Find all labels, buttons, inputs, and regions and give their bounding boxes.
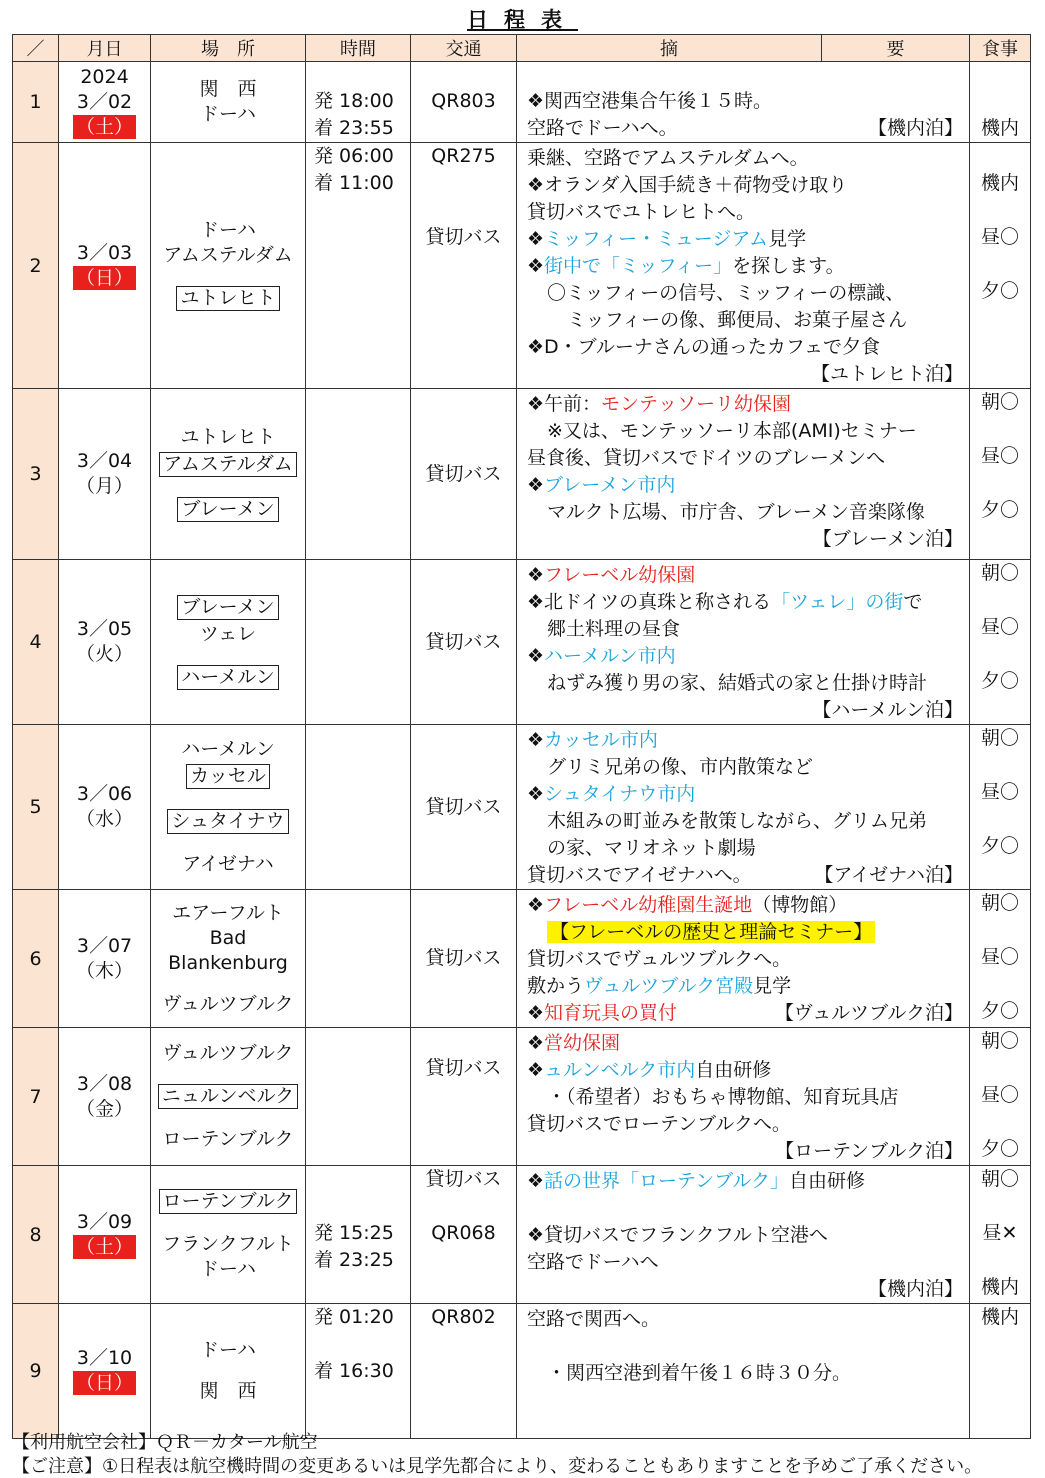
transport-item: 貸切バス <box>425 947 502 969</box>
meal-item: 夕〇 <box>980 499 1019 521</box>
header-summary-right: 要 <box>822 35 970 62</box>
meal-cell <box>970 1028 1031 1166</box>
transport-item: 貸切バス <box>425 630 502 653</box>
transport-cell <box>411 890 517 1028</box>
day-number: 1 <box>13 62 59 143</box>
visit-highlight: 営幼保園 <box>544 1032 621 1054</box>
meal-item: 朝〇 <box>980 892 1019 914</box>
summary-text: ❖ <box>527 255 545 277</box>
itinerary-row <box>13 1304 1031 1439</box>
time-cell <box>306 725 411 890</box>
time-cell <box>306 890 411 1028</box>
arrival-time: 着 11:00 <box>314 172 394 194</box>
time-cell <box>306 560 411 725</box>
transport-item: QR802 <box>431 1306 496 1328</box>
visit-highlight: モンテッソーリ幼保園 <box>601 393 792 415</box>
summary-cell <box>517 1166 970 1304</box>
transport-item: 貸切バス <box>425 1168 502 1190</box>
header-place: 場 所 <box>151 35 306 62</box>
summary-line <box>527 226 963 253</box>
place-highlight: ローテンブルク <box>159 1189 298 1214</box>
transport-item: 貸切バス <box>425 226 502 248</box>
summary-text: ねずみ獲り男の家、結婚式の家と仕掛け時計 <box>547 672 928 694</box>
date-value: 3／09 <box>76 1210 133 1233</box>
summary-text: 郷土料理の昼食 <box>547 618 681 640</box>
overnight-stay: 【アイゼナハ泊】 <box>814 864 963 886</box>
summary-cell <box>517 143 970 389</box>
place-highlight: アムステルダム <box>159 452 297 477</box>
summary-text: ❖ <box>527 1002 545 1024</box>
place-highlight: カッセル <box>186 764 270 789</box>
weekday-badge: （水） <box>75 808 133 830</box>
summary-cell <box>517 1304 970 1439</box>
place-name: Blankenburg <box>168 951 288 974</box>
summary-text: グリミ兄弟の像、市内散策など <box>547 756 814 778</box>
summary-text: ❖ <box>527 783 545 805</box>
place-name: アムステルダム <box>163 244 293 266</box>
place-name: フランクフルト <box>162 1233 294 1255</box>
place-cell <box>151 725 306 890</box>
transport-cell <box>411 725 517 890</box>
summary-line <box>527 589 963 616</box>
overnight-stay: 【機内泊】 <box>867 1278 963 1300</box>
transport-cell <box>411 62 517 143</box>
summary-text: 空路でドーハへ。 <box>527 117 678 139</box>
meal-item: 昼〇 <box>980 946 1019 968</box>
summary-text: 空路でドーハへ <box>527 1251 659 1273</box>
weekday-badge: （月） <box>75 475 133 497</box>
time-cell <box>306 1304 411 1439</box>
departure-time: 発 15:25 <box>314 1222 394 1244</box>
summary-line <box>527 1057 963 1084</box>
time-cell <box>306 389 411 560</box>
place-highlight: シュタイナウ <box>167 809 288 834</box>
place-cell <box>151 1028 306 1166</box>
itinerary-row <box>13 143 1031 389</box>
place-highlight: ブレーメン <box>177 595 278 620</box>
weekday-badge: （木） <box>75 959 133 982</box>
overnight-stay: 【ローテンブルク泊】 <box>775 1140 963 1162</box>
summary-text: ❖ <box>527 729 545 751</box>
place-highlight: ハーメルン <box>177 665 279 690</box>
summary-line <box>527 145 963 172</box>
summary-line <box>527 862 963 889</box>
summary-text: ミッフィーの像、郵便局、お菓子屋さん <box>567 309 908 331</box>
summary-line <box>527 1111 963 1138</box>
date-value: 3／03 <box>76 241 133 264</box>
arrival-time: 着 23:25 <box>314 1249 394 1271</box>
transport-cell <box>411 560 517 725</box>
departure-time: 発 01:20 <box>314 1306 394 1328</box>
place-name: ハーメルン <box>181 738 275 760</box>
sightseeing-highlight: カッセル市内 <box>544 729 658 751</box>
sightseeing-highlight: 話の世界「ローテンブルク」 <box>544 1170 789 1192</box>
itinerary-table <box>12 34 1031 1439</box>
day-number: 3 <box>13 389 59 560</box>
transport-item: 貸切バス <box>425 795 502 818</box>
meal-cell <box>970 890 1031 1028</box>
place-name: ヴュルツブルク <box>162 1042 294 1064</box>
summary-text: 自由研修 <box>695 1059 772 1081</box>
weekday-badge: （金） <box>75 1097 133 1120</box>
summary-line <box>527 1030 963 1057</box>
summary-line <box>527 754 963 781</box>
meal-cell <box>970 1304 1031 1439</box>
transport-item: QR275 <box>431 145 496 167</box>
place-cell <box>151 1304 306 1439</box>
sightseeing-highlight: シュタイナウ市内 <box>544 783 696 805</box>
summary-text: 見学 <box>753 975 792 997</box>
meal-item: 昼〇 <box>980 616 1019 638</box>
day-number: 5 <box>13 725 59 890</box>
meal-item: 夕〇 <box>980 835 1019 857</box>
summary-text: の家、マリオネット劇場 <box>547 837 756 859</box>
place-name: 関 西 <box>199 78 257 100</box>
place-name: ドーハ <box>199 219 257 241</box>
meal-item: 夕〇 <box>980 1138 1019 1160</box>
summary-cell <box>517 560 970 725</box>
seminar-highlight: 【フレーベルの歴史と理論セミナー】 <box>547 921 875 943</box>
summary-line <box>527 1084 963 1111</box>
summary-line <box>527 391 963 418</box>
meal-item: 昼〇 <box>980 226 1019 248</box>
summary-text: ❖午前： <box>527 393 602 415</box>
place-name: ドーハ <box>199 103 257 125</box>
meal-cell <box>970 389 1031 560</box>
summary-text: ❖ <box>527 228 545 250</box>
arrival-time: 着 23:55 <box>314 117 394 139</box>
sightseeing-highlight: 街中で「ミッフィー」 <box>544 255 733 277</box>
summary-line <box>527 1222 963 1249</box>
summary-line <box>527 1249 963 1276</box>
summary-text: 見学 <box>768 228 807 250</box>
meal-cell <box>970 62 1031 143</box>
meal-item: 機内 <box>980 172 1019 194</box>
meal-item: 機内 <box>980 1276 1019 1298</box>
arrival-time: 着 16:30 <box>314 1360 394 1382</box>
place-cell <box>151 389 306 560</box>
summary-line <box>527 88 963 115</box>
transport-item: 貸切バス <box>425 462 502 485</box>
summary-line <box>527 835 963 862</box>
date-cell <box>59 725 151 890</box>
summary-text: 貸切バスでヴュルツブルクへ。 <box>527 948 792 970</box>
place-name: ドーハ <box>199 1339 257 1361</box>
meal-item: 夕〇 <box>980 670 1019 692</box>
meal-item: 機内 <box>980 117 1019 139</box>
overnight-stay: 【ユトレヒト泊】 <box>810 363 963 385</box>
transport-cell <box>411 1304 517 1439</box>
date-year: 2024 <box>80 65 129 88</box>
place-name: ヴュルツブルク <box>162 992 294 1015</box>
summary-text: で <box>903 591 923 613</box>
meal-item: 朝〇 <box>980 727 1019 749</box>
summary-text: ❖北ドイツの真珠と称される <box>527 591 772 613</box>
meal-item: 朝〇 <box>980 391 1019 413</box>
transport-cell <box>411 1028 517 1166</box>
summary-line <box>527 643 963 670</box>
header-day-number: ／ <box>13 35 59 62</box>
summary-line <box>527 919 963 946</box>
transport-cell <box>411 389 517 560</box>
sightseeing-highlight: ブレーメン市内 <box>544 474 676 496</box>
summary-text: ・（希望者）おもちゃ博物館、知育玩具店 <box>547 1086 899 1108</box>
date-cell <box>59 1166 151 1304</box>
place-cell <box>151 890 306 1028</box>
itinerary-row <box>13 890 1031 1028</box>
summary-text: 昼食後、貸切バスでドイツのブレーメンへ <box>527 447 885 469</box>
date-value: 3／08 <box>76 1072 133 1095</box>
meal-item: 朝〇 <box>980 562 1019 584</box>
summary-line <box>527 172 963 199</box>
date-cell <box>59 890 151 1028</box>
date-value: 3／04 <box>76 450 133 472</box>
meal-item: 朝〇 <box>980 1030 1019 1052</box>
visit-highlight: フレーベル幼稚園生誕地 <box>544 894 753 916</box>
summary-cell <box>517 725 970 890</box>
date-value: 3／10 <box>76 1347 133 1369</box>
summary-line <box>527 946 963 973</box>
summary-text: ❖ <box>527 474 545 496</box>
summary-line <box>527 280 963 307</box>
overnight-stay: 【ハーメルン泊】 <box>812 699 963 721</box>
departure-time: 発 18:00 <box>314 90 394 112</box>
place-name: Bad <box>209 926 247 949</box>
transport-item: QR068 <box>431 1222 496 1244</box>
summary-line <box>527 472 963 499</box>
meal-item: 夕〇 <box>980 280 1019 302</box>
place-name: アイゼナハ <box>182 853 274 875</box>
summary-text: ❖D・ブルーナさんの通ったカフェで夕食 <box>527 336 880 358</box>
summary-text: ❖ <box>527 645 545 667</box>
footer-airline: 【利用航空会社】ＱＲ－カタール航空 <box>12 1432 318 1453</box>
visit-highlight: フレーベル幼保園 <box>544 564 696 586</box>
itinerary-row <box>13 560 1031 725</box>
summary-line <box>527 808 963 835</box>
summary-text: 〇ミッフィーの信号、ミッフィーの標識、 <box>547 282 905 304</box>
time-cell <box>306 1028 411 1166</box>
summary-text: ❖ <box>527 1170 545 1192</box>
place-cell <box>151 143 306 389</box>
summary-text: ❖貸切バスでフランクフルト空港へ <box>527 1224 828 1246</box>
time-cell <box>306 143 411 389</box>
summary-line <box>527 1306 963 1333</box>
summary-line <box>527 973 963 1000</box>
summary-line <box>527 670 963 697</box>
summary-line <box>527 1168 963 1195</box>
header-transport: 交通 <box>411 35 517 62</box>
date-value: 3／02 <box>76 90 133 113</box>
transport-cell <box>411 143 517 389</box>
summary-line <box>527 562 963 589</box>
overnight-stay: 【ヴュルツブルク泊】 <box>774 1002 963 1024</box>
summary-cell <box>517 389 970 560</box>
meal-cell <box>970 560 1031 725</box>
summary-line <box>527 253 963 280</box>
summary-text: ❖関西空港集合午後１５時。 <box>527 90 773 112</box>
summary-line <box>527 727 963 754</box>
summary-text: マルクト広場、市庁舎、ブレーメン音楽隊像 <box>547 501 925 523</box>
footer-notice: 【ご注意】①日程表は航空機時間の変更あるいは見学先都合により、変わることもありますことを予めご了承ください。 <box>12 1456 983 1477</box>
transport-item: QR803 <box>431 90 496 112</box>
meal-item: 朝〇 <box>980 1168 1019 1190</box>
place-cell <box>151 62 306 143</box>
summary-text: を探します。 <box>732 255 845 277</box>
place-name: ドーハ <box>199 1258 257 1280</box>
summary-cell <box>517 1028 970 1166</box>
place-cell <box>151 560 306 725</box>
sightseeing-highlight: ュルンベルク市内 <box>544 1059 696 1081</box>
weekday-badge: （日） <box>73 266 136 290</box>
summary-line <box>527 1360 963 1387</box>
meal-cell <box>970 725 1031 890</box>
meal-cell <box>970 1166 1031 1304</box>
header-meals: 食事 <box>970 35 1031 62</box>
overnight-stay: 【ブレーメン泊】 <box>812 528 963 550</box>
sightseeing-highlight: ヴュルツブルク宮殿 <box>584 975 754 997</box>
day-number: 9 <box>13 1304 59 1439</box>
summary-line <box>527 499 963 526</box>
date-cell <box>59 389 151 560</box>
sightseeing-highlight: 「ツェレ」の街 <box>771 591 904 613</box>
summary-text: ❖ <box>527 1059 545 1081</box>
date-cell <box>59 143 151 389</box>
summary-line <box>527 781 963 808</box>
departure-time: 発 06:00 <box>314 145 394 167</box>
day-number: 7 <box>13 1028 59 1166</box>
meal-cell <box>970 143 1031 389</box>
weekday-badge: （日） <box>73 1371 136 1395</box>
summary-text: 敷かう <box>527 975 585 997</box>
transport-cell <box>411 1166 517 1304</box>
day-number: 2 <box>13 143 59 389</box>
date-value: 3／05 <box>76 618 133 640</box>
place-highlight: ユトレヒト <box>176 286 279 311</box>
sightseeing-highlight: ミッフィー・ミュージアム <box>544 228 769 250</box>
meal-item: 昼〇 <box>980 445 1019 467</box>
page-title: 日程表 <box>467 8 578 32</box>
summary-text: 空路で関西へ。 <box>527 1308 661 1330</box>
summary-text: ※又は、モンテッソーリ本部(AMI)セミナー <box>547 420 917 442</box>
summary-text: ❖ <box>527 1032 545 1054</box>
place-name: 関 西 <box>199 1380 257 1402</box>
weekday-badge: （土） <box>73 1235 136 1259</box>
summary-text: 貸切バスでローテンブルクへ。 <box>527 1113 791 1135</box>
itinerary-row <box>13 725 1031 890</box>
time-cell <box>306 1166 411 1304</box>
summary-line <box>527 307 963 334</box>
visit-highlight: 知育玩具の買付 <box>544 1002 678 1024</box>
time-cell <box>306 62 411 143</box>
summary-line <box>527 334 963 361</box>
summary-text: 木組みの町並みを散策しながら、グリム兄弟 <box>547 810 928 832</box>
header-summary-left: 摘 <box>517 35 822 62</box>
summary-text: 貸切バスでユトレヒトへ。 <box>527 201 756 223</box>
meal-item: 昼✕ <box>982 1222 1018 1244</box>
meal-item: 昼〇 <box>980 1084 1019 1106</box>
summary-cell <box>517 890 970 1028</box>
date-cell <box>59 1028 151 1166</box>
summary-text: 自由研修 <box>788 1170 865 1192</box>
table-header-row <box>13 35 1031 62</box>
summary-line <box>527 115 963 142</box>
meal-item: 機内 <box>980 1306 1019 1328</box>
itinerary-row <box>13 389 1031 560</box>
itinerary-row <box>13 1028 1031 1166</box>
header-date: 月日 <box>59 35 151 62</box>
place-name: エアーフルト <box>172 901 284 924</box>
date-cell <box>59 560 151 725</box>
header-time: 時間 <box>306 35 411 62</box>
summary-text: ❖ <box>527 564 545 586</box>
meal-item: 昼〇 <box>980 781 1019 803</box>
date-cell <box>59 62 151 143</box>
overnight-stay: 【機内泊】 <box>867 117 963 139</box>
day-number: 4 <box>13 560 59 725</box>
transport-item: 貸切バス <box>425 1057 502 1079</box>
day-number: 8 <box>13 1166 59 1304</box>
place-name: ツェレ <box>199 622 257 645</box>
weekday-badge: （火） <box>75 643 133 665</box>
date-cell <box>59 1304 151 1439</box>
summary-text: 貸切バスでアイゼナハへ。 <box>527 864 752 886</box>
date-value: 3／06 <box>76 783 133 805</box>
summary-line <box>527 418 963 445</box>
summary-line <box>527 445 963 472</box>
summary-cell <box>517 62 970 143</box>
summary-line <box>527 1000 963 1027</box>
place-highlight: ブレーメン <box>177 497 278 522</box>
summary-line <box>527 616 963 643</box>
place-name: ローテンブルク <box>162 1128 294 1150</box>
place-name: ユトレヒト <box>180 425 276 448</box>
itinerary-row <box>13 62 1031 143</box>
meal-item: 夕〇 <box>980 1000 1019 1022</box>
summary-text: ❖ <box>527 894 545 916</box>
summary-text: （博物館） <box>752 894 848 916</box>
itinerary-row <box>13 1166 1031 1304</box>
summary-text: ・関西空港到着午後１６時３０分。 <box>547 1362 852 1384</box>
summary-text: 乗継、空路でアムステルダムへ。 <box>527 147 809 169</box>
day-number: 6 <box>13 890 59 1028</box>
place-cell <box>151 1166 306 1304</box>
place-highlight: ニュルンベルク <box>158 1084 298 1109</box>
weekday-badge: （土） <box>73 115 136 139</box>
summary-text: ❖オランダ入国手続き＋荷物受け取り <box>527 174 848 196</box>
summary-line <box>527 892 963 919</box>
date-value: 3／07 <box>76 934 133 957</box>
summary-line <box>527 199 963 226</box>
sightseeing-highlight: ハーメルン市内 <box>544 645 676 667</box>
